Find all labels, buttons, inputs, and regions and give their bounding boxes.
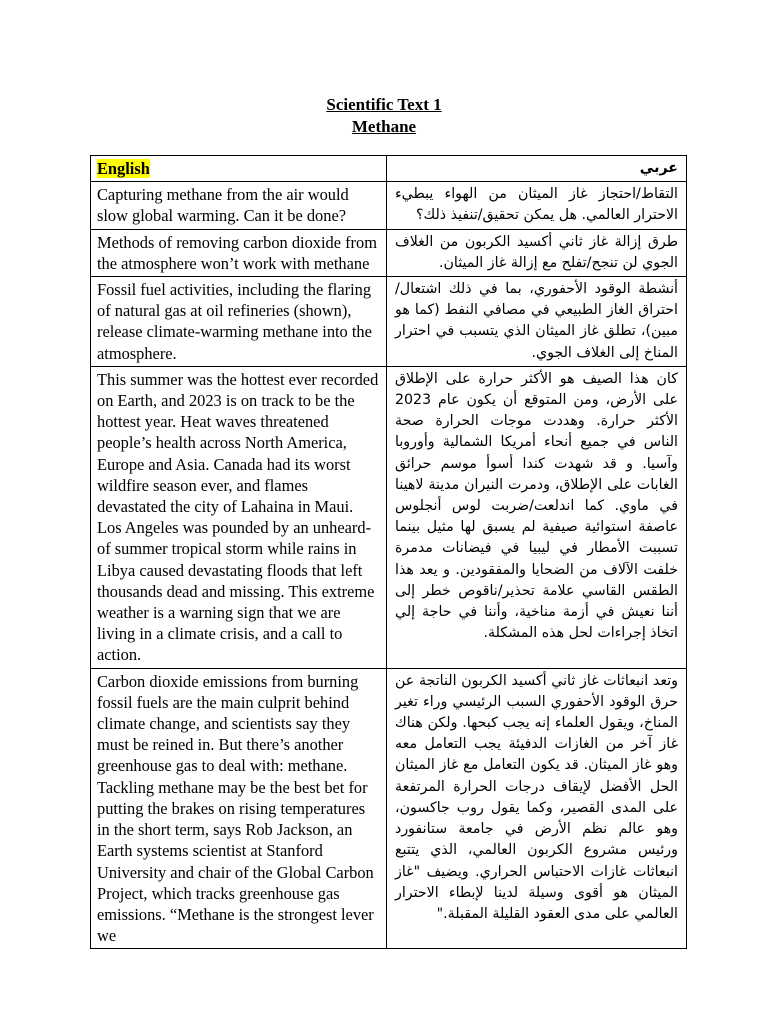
arabic-cell: كان هذا الصيف هو الأكثر حرارة على الإطلاق على الأرض، ومن المتوقع أن يكون عام 2023 الأكثر حرارة. وهددت موجات الحرارة صحة الناس في جميع أنحاء أمريكا الشمالية وأوروبا وآسيا. و قد شهدت كندا أسوأ موسم حرائق الغابات على الإطلاق، ودمرت النيران مدينة لاهينا في ماوي. كما اندلعت/ضربت لوس أنجلوس عاصفة استوائية صيفية لم يسبق لها مثيل بينما تسببت الأمطار في ليبيا في فيضانات مدمرة خلفت الآلاف من الضحايا والمفقودين. و يعد هذا الطقس القاسي علامة تحذير/ناقوص خطر إلى أننا نعيش في أزمة مناخية، وأننا في حاجة إلي اتخاذ إجراءات لحل هذه المشكلة. (387, 366, 687, 668)
english-cell: Fossil fuel activities, including the flaring of natural gas at oil refineries (shown), release climate-warming methane into the atmosphere. (91, 277, 387, 367)
english-cell: Capturing methane from the air would slow global warming. Can it be done? (91, 182, 387, 229)
arabic-column-header (387, 156, 687, 182)
english-cell: This summer was the hottest ever recorded on Earth, and 2023 is on track to be the hottest year. Heat waves threatened people’s health across North America, Europe and Asia. Canada had its worst wildfire season ever, and flames devastated the city of Lahaina in Maui. Los Angeles was pounded by an unheard-of summer tropical storm while rains in Libya caused devastating floods that left thousands dead and missing. This extreme weather is a warning sign that we are living in a climate crisis, and a call to action. (91, 366, 387, 668)
arabic-cell: طرق إزالة غاز ثاني أكسيد الكربون من الغلاف الجوي لن تنجح/تفلح مع إزالة غاز الميثان. (387, 229, 687, 276)
table-row (91, 366, 687, 668)
table-row (91, 229, 687, 276)
table-row (91, 277, 687, 367)
english-cell: Carbon dioxide emissions from burning fossil fuels are the main culprit behind climate change, and scientists say they must be reined in. But there’s another greenhouse gas to deal with: methane. Tackling methane may be the best bet for putting the brakes on rising temperatures in the short term, says Rob Jackson, an Earth systems scientist at Stanford University and chair of the Global Carbon Project, which tracks greenhouse gas emissions. “Methane is the strongest lever we (91, 668, 387, 949)
title-block (0, 94, 768, 138)
table-header-row (91, 156, 687, 182)
arabic-cell: التقاط/احتجاز غاز الميثان من الهواء يبطيء الاحترار العالمي. هل يمكن تحقيق/تنفيذ ذلك؟ (387, 182, 687, 229)
table-row (91, 668, 687, 949)
english-column-header (91, 156, 387, 182)
arabic-header-label: عربي (639, 160, 678, 176)
arabic-cell: أنشطة الوقود الأحفوري، بما في ذلك اشتعال/احتراق الغاز الطبيعي في مصافي النفط (كما هو مبين)، تطلق غاز الميثان الذي يتسبب في احترار المناخ إلى الغلاف الجوي. (387, 277, 687, 367)
translation-table (90, 155, 687, 949)
english-header-label: English (97, 159, 150, 178)
table-row (91, 182, 687, 229)
document-subtitle: Methane (351, 117, 417, 136)
document-title: Scientific Text 1 (326, 95, 442, 114)
english-cell: Methods of removing carbon dioxide from the atmosphere won’t work with methane (91, 229, 387, 276)
arabic-cell: وتعد انبعاثات غاز ثاني أكسيد الكربون الناتجة عن حرق الوقود الأحفوري السبب الرئيسي وراء تغير المناخ، ويقول العلماء إنه يجب كبحها. ولكن هناك غاز آخر من الغازات الدفيئة يجب التعامل معه وهو غاز الميثان. قد يكون التعامل مع غاز الميثان الحل الأفضل لإيقاف درجات الحرارة المرتفعة على المدى القصير، وكما يقول روب جاكسون، وهو عالم نظم الأرض في جامعة ستانفورد ورئيس مشروع الكربون العالمي، الذي يتتبع انبعاثات غازات الاحتباس الحراري. ويضيف "غاز الميثان هو أقوى وسيلة لدينا لإبطاء الاحترار العالمي على مدى العقود القليلة المقبلة." (387, 668, 687, 949)
